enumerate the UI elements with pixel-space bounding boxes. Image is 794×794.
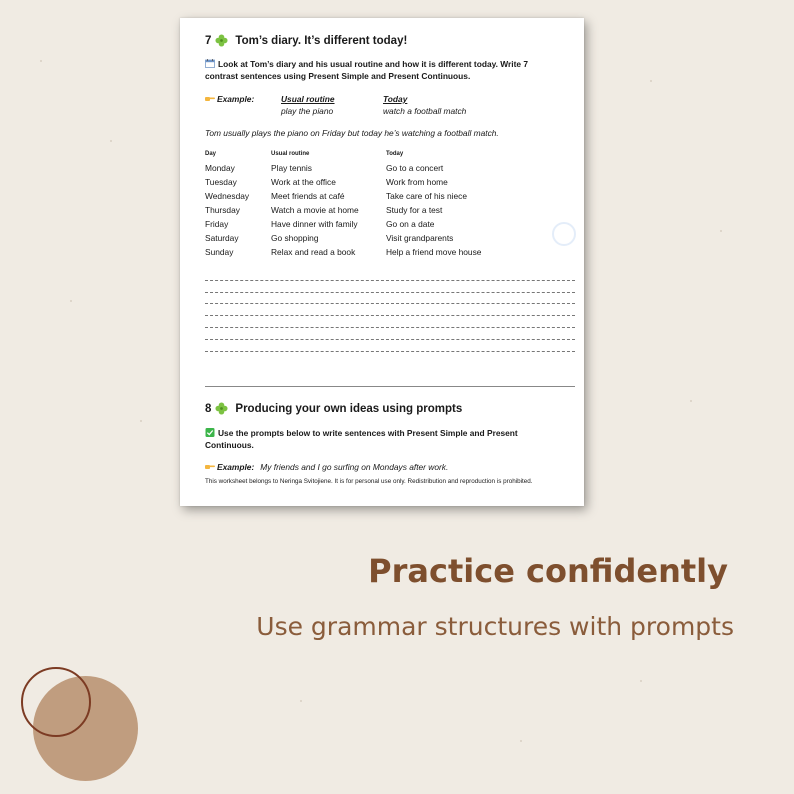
table-cell: Help a friend move house bbox=[386, 247, 482, 257]
table-cell: Tuesday bbox=[205, 177, 237, 187]
table-cell: Visit grandparents bbox=[386, 233, 454, 243]
table-cell: Monday bbox=[205, 163, 235, 173]
writing-line bbox=[205, 292, 575, 293]
table-cell: Go shopping bbox=[271, 233, 319, 243]
section-8-example bbox=[205, 462, 448, 472]
table-cell: Thursday bbox=[205, 205, 240, 215]
table-cell: Watch a movie at home bbox=[271, 205, 359, 215]
table-cell: Study for a test bbox=[386, 205, 443, 215]
section-divider bbox=[205, 386, 575, 387]
section-7-instruction: Look at Tom’s diary and his usual routine and how it is different today. Write 7 contrast sentences using Present Simple and Present Continuous. bbox=[205, 59, 529, 81]
example-col2-head: Today bbox=[383, 94, 408, 104]
table-cell: Take care of his niece bbox=[386, 191, 468, 201]
writing-line bbox=[205, 315, 575, 316]
checkmark-icon bbox=[205, 428, 215, 437]
pointing-hand-icon bbox=[205, 463, 215, 470]
table-cell: Have dinner with family bbox=[271, 219, 358, 229]
worksheet-page bbox=[180, 18, 584, 506]
section-7-heading: Tom’s diary. It’s different today! bbox=[235, 34, 408, 47]
clover-icon bbox=[215, 34, 228, 47]
table-cell: Friday bbox=[205, 219, 229, 229]
promo-subline: Use grammar structures with prompts bbox=[256, 612, 734, 641]
table-cell: Go to a concert bbox=[386, 163, 444, 173]
writing-line bbox=[205, 280, 575, 281]
table-header-routine: Usual routine bbox=[271, 151, 310, 157]
example-col1-value: play the piano bbox=[281, 106, 334, 116]
decorative-ring bbox=[21, 667, 91, 737]
clover-icon bbox=[215, 402, 228, 415]
table-header-day: Day bbox=[205, 151, 217, 157]
section-7-title bbox=[205, 34, 407, 47]
writing-line bbox=[205, 303, 575, 304]
example-sentence: Tom usually plays the piano on Friday but today he’s watching a football match. bbox=[205, 128, 499, 138]
table-header-today: Today bbox=[386, 151, 404, 157]
table-cell: Play tennis bbox=[271, 163, 312, 173]
example-label: Example: bbox=[217, 94, 255, 104]
example-sentence: My friends and I go surfing on Mondays after work. bbox=[260, 462, 449, 472]
table-cell: Go on a date bbox=[386, 219, 435, 229]
pointing-hand-icon bbox=[205, 95, 215, 102]
table-cell: Work from home bbox=[386, 177, 448, 187]
section-8-instruction: Use the prompts below to write sentences with Present Simple and Present Continuous. bbox=[205, 428, 518, 450]
example-label: Example: bbox=[217, 462, 255, 472]
table-cell: Meet friends at café bbox=[271, 191, 345, 201]
example-col2-value: watch a football match bbox=[383, 106, 467, 116]
section-8-title bbox=[205, 402, 462, 415]
writing-line bbox=[205, 327, 575, 328]
example-col1-head: Usual routine bbox=[281, 94, 335, 104]
table-cell: Sunday bbox=[205, 247, 234, 257]
section-7-number: 7 bbox=[205, 34, 212, 47]
promo-headline: Practice confidently bbox=[368, 552, 728, 590]
section-8-number: 8 bbox=[205, 402, 212, 415]
writing-line bbox=[205, 351, 575, 352]
example-header-row bbox=[205, 94, 254, 104]
writing-line bbox=[205, 339, 575, 340]
watermark-circle bbox=[552, 222, 576, 246]
section-8-heading: Producing your own ideas using prompts bbox=[235, 402, 463, 415]
table-cell: Work at the office bbox=[271, 177, 336, 187]
table-cell: Wednesday bbox=[205, 191, 250, 201]
calendar-icon bbox=[205, 59, 215, 68]
table-cell: Saturday bbox=[205, 233, 239, 243]
copyright-footer: This worksheet belongs to Neringa Svitojiene. It is for personal use only. Redistribution and reproduction is prohibited. bbox=[205, 478, 533, 485]
table-cell: Relax and read a book bbox=[271, 247, 356, 257]
